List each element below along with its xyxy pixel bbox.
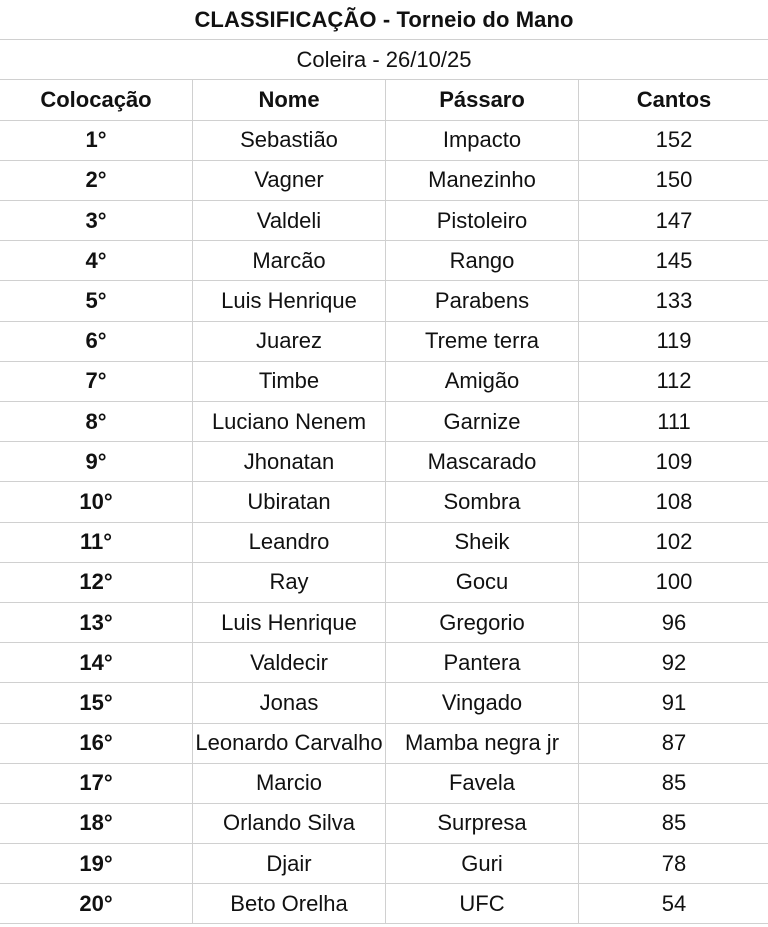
row-songs-text: 87 (661, 730, 687, 756)
row-name (193, 482, 386, 522)
table-row (0, 281, 768, 321)
header-name: Nome (193, 80, 386, 120)
row-songs (579, 361, 768, 401)
table-row (0, 723, 768, 763)
row-name (193, 402, 386, 442)
row-name (193, 643, 386, 683)
row-bird (386, 281, 579, 321)
row-songs (579, 763, 768, 803)
title-row (0, 0, 768, 40)
row-bird (386, 763, 579, 803)
row-position-text: 13° (79, 609, 113, 635)
row-position (0, 281, 193, 321)
row-songs-text: 111 (657, 408, 691, 434)
row-position-text: 14° (79, 649, 113, 675)
row-songs (579, 844, 768, 884)
row-position (0, 683, 193, 723)
table-row (0, 602, 768, 642)
row-bird (386, 321, 579, 361)
row-bird (386, 683, 579, 723)
header-bird: Pássaro (386, 80, 579, 120)
table-row (0, 402, 768, 442)
row-position (0, 884, 193, 924)
row-bird (386, 160, 579, 200)
table-row (0, 763, 768, 803)
row-name (193, 361, 386, 401)
table-row (0, 803, 768, 843)
row-name (193, 602, 386, 642)
table-row (0, 241, 768, 281)
table-row (0, 643, 768, 683)
row-name-text: Luis Henrique (221, 609, 357, 635)
row-songs (579, 522, 768, 562)
row-bird-text: Amigão (444, 368, 520, 394)
row-songs-text: 100 (655, 569, 693, 595)
row-name (193, 522, 386, 562)
row-position (0, 321, 193, 361)
row-bird (386, 844, 579, 884)
table-row (0, 562, 768, 602)
row-name (193, 803, 386, 843)
row-songs (579, 482, 768, 522)
row-songs-text: 96 (661, 609, 687, 635)
header-songs: Cantos (579, 80, 768, 120)
row-songs (579, 723, 768, 763)
subtitle-row (0, 40, 768, 80)
row-name-text: Luciano Nenem (211, 408, 367, 434)
row-songs-text: 109 (655, 448, 693, 474)
header-row (0, 80, 768, 120)
table-row (0, 361, 768, 401)
row-position (0, 643, 193, 683)
row-name-text: Jhonatan (243, 448, 335, 474)
row-name-text: Ray (269, 569, 309, 595)
row-songs (579, 160, 768, 200)
row-name (193, 201, 386, 241)
row-bird (386, 402, 579, 442)
row-name-text: Marcio (255, 770, 322, 796)
row-name (193, 763, 386, 803)
row-name-text: Orlando Silva (222, 810, 356, 836)
row-name-text: Sebastião (240, 127, 338, 153)
row-songs-text: 91 (661, 689, 687, 715)
row-songs (579, 321, 768, 361)
row-bird (386, 562, 579, 602)
row-songs-text: 85 (661, 770, 687, 796)
table-row (0, 482, 768, 522)
row-songs (579, 241, 768, 281)
row-bird (386, 522, 579, 562)
row-songs-text: 112 (656, 368, 692, 394)
row-position (0, 201, 193, 241)
row-songs-text: 150 (655, 167, 693, 193)
row-bird-text: Gregorio (439, 609, 525, 635)
table-row (0, 321, 768, 361)
table-row (0, 442, 768, 482)
row-position (0, 361, 193, 401)
row-position-text: 6° (85, 328, 107, 354)
row-name-text: Leonardo Carvalho (195, 730, 383, 756)
row-name-text: Timbe (258, 368, 320, 394)
row-bird (386, 120, 579, 160)
row-position-text: 16° (79, 730, 113, 756)
row-bird (386, 643, 579, 683)
row-songs (579, 402, 768, 442)
row-position (0, 602, 193, 642)
row-position-text: 17° (79, 770, 113, 796)
row-position (0, 241, 193, 281)
row-name (193, 562, 386, 602)
row-name-text: Juarez (255, 328, 323, 354)
row-bird (386, 361, 579, 401)
row-songs-text: 133 (655, 288, 693, 314)
row-bird-text: Impacto (442, 127, 522, 153)
row-position-text: 18° (79, 810, 113, 836)
row-bird-text: Vingado (441, 689, 523, 715)
row-position (0, 120, 193, 160)
row-name-text: Ubiratan (247, 488, 331, 514)
row-name-text: Beto Orelha (230, 890, 348, 916)
row-position (0, 803, 193, 843)
row-name (193, 321, 386, 361)
row-position-text: 5° (85, 288, 107, 314)
row-name (193, 241, 386, 281)
row-name-text: Leandro (248, 529, 330, 555)
row-position-text: 11° (79, 529, 113, 555)
row-name (193, 683, 386, 723)
row-name-text: Marcão (252, 247, 326, 273)
header-position: Colocação (0, 80, 193, 120)
row-position-text: 3° (85, 207, 107, 233)
row-bird-text: Pistoleiro (436, 207, 528, 233)
row-position-text: 19° (79, 850, 113, 876)
row-songs-text: 119 (656, 328, 692, 354)
row-bird-text: Sheik (454, 529, 510, 555)
table-row (0, 844, 768, 884)
row-bird (386, 602, 579, 642)
row-bird-text: Pantera (443, 649, 521, 675)
row-name-text: Luis Henrique (221, 288, 357, 314)
row-name-text: Jonas (259, 689, 319, 715)
row-position (0, 442, 193, 482)
row-songs (579, 683, 768, 723)
row-position-text: 10° (79, 488, 113, 514)
row-bird-text: Garnize (443, 408, 521, 434)
row-songs (579, 562, 768, 602)
row-position-text: 20° (79, 890, 113, 916)
row-position-text: 7° (85, 368, 107, 394)
row-position (0, 522, 193, 562)
row-bird-text: Rango (449, 247, 515, 273)
row-songs (579, 602, 768, 642)
row-songs-text: 145 (655, 247, 693, 273)
row-name-text: Djair (266, 850, 312, 876)
row-bird (386, 241, 579, 281)
row-bird (386, 201, 579, 241)
row-position-text: 12° (79, 569, 113, 595)
row-songs-text: 147 (655, 207, 693, 233)
page-title: CLASSIFICAÇÃO - Torneio do Mano (194, 6, 574, 32)
row-songs-text: 102 (655, 529, 693, 555)
row-songs (579, 884, 768, 924)
row-songs (579, 643, 768, 683)
row-name-text: Valdecir (250, 649, 328, 675)
row-bird-text: Mamba negra jr (404, 730, 560, 756)
row-bird-text: Sombra (443, 488, 521, 514)
row-name-text: Valdeli (256, 207, 322, 233)
row-name-text: Vagner (254, 167, 324, 193)
standings-table (0, 80, 768, 924)
row-position (0, 402, 193, 442)
row-bird-text: Treme terra (424, 328, 540, 354)
row-name (193, 884, 386, 924)
row-bird-text: Guri (461, 850, 503, 876)
row-name (193, 442, 386, 482)
row-songs (579, 201, 768, 241)
row-position-text: 1° (85, 127, 107, 153)
row-bird (386, 884, 579, 924)
row-songs-text: 54 (661, 890, 687, 916)
row-name (193, 120, 386, 160)
row-name (193, 281, 386, 321)
row-bird-text: UFC (459, 890, 505, 916)
row-songs (579, 120, 768, 160)
row-songs-text: 108 (655, 488, 693, 514)
row-songs-text: 152 (655, 127, 693, 153)
row-songs (579, 803, 768, 843)
row-songs-text: 92 (661, 649, 687, 675)
row-position-text: 2° (85, 167, 107, 193)
row-bird-text: Mascarado (427, 448, 537, 474)
row-songs-text: 78 (661, 850, 687, 876)
table-body (0, 120, 768, 924)
row-position-text: 9° (85, 448, 107, 474)
table-row (0, 522, 768, 562)
row-songs-text: 85 (661, 810, 687, 836)
row-name (193, 844, 386, 884)
row-bird-text: Favela (448, 770, 516, 796)
row-position-text: 4° (85, 247, 107, 273)
row-name (193, 723, 386, 763)
row-bird-text: Gocu (455, 569, 509, 595)
row-bird (386, 482, 579, 522)
page-subtitle: Coleira - 26/10/25 (296, 46, 472, 72)
row-name (193, 160, 386, 200)
table-row (0, 160, 768, 200)
row-position (0, 160, 193, 200)
row-bird (386, 442, 579, 482)
row-position-text: 15° (79, 689, 113, 715)
row-position (0, 562, 193, 602)
table-row (0, 120, 768, 160)
row-bird (386, 803, 579, 843)
table-row (0, 683, 768, 723)
row-position-text: 8° (85, 408, 107, 434)
row-position (0, 844, 193, 884)
row-songs (579, 442, 768, 482)
row-position (0, 763, 193, 803)
table-row (0, 884, 768, 924)
table-row (0, 201, 768, 241)
row-bird-text: Surpresa (437, 810, 527, 836)
row-bird (386, 723, 579, 763)
row-songs (579, 281, 768, 321)
row-bird-text: Manezinho (428, 167, 536, 193)
row-bird-text: Parabens (434, 288, 530, 314)
row-position (0, 723, 193, 763)
row-position (0, 482, 193, 522)
